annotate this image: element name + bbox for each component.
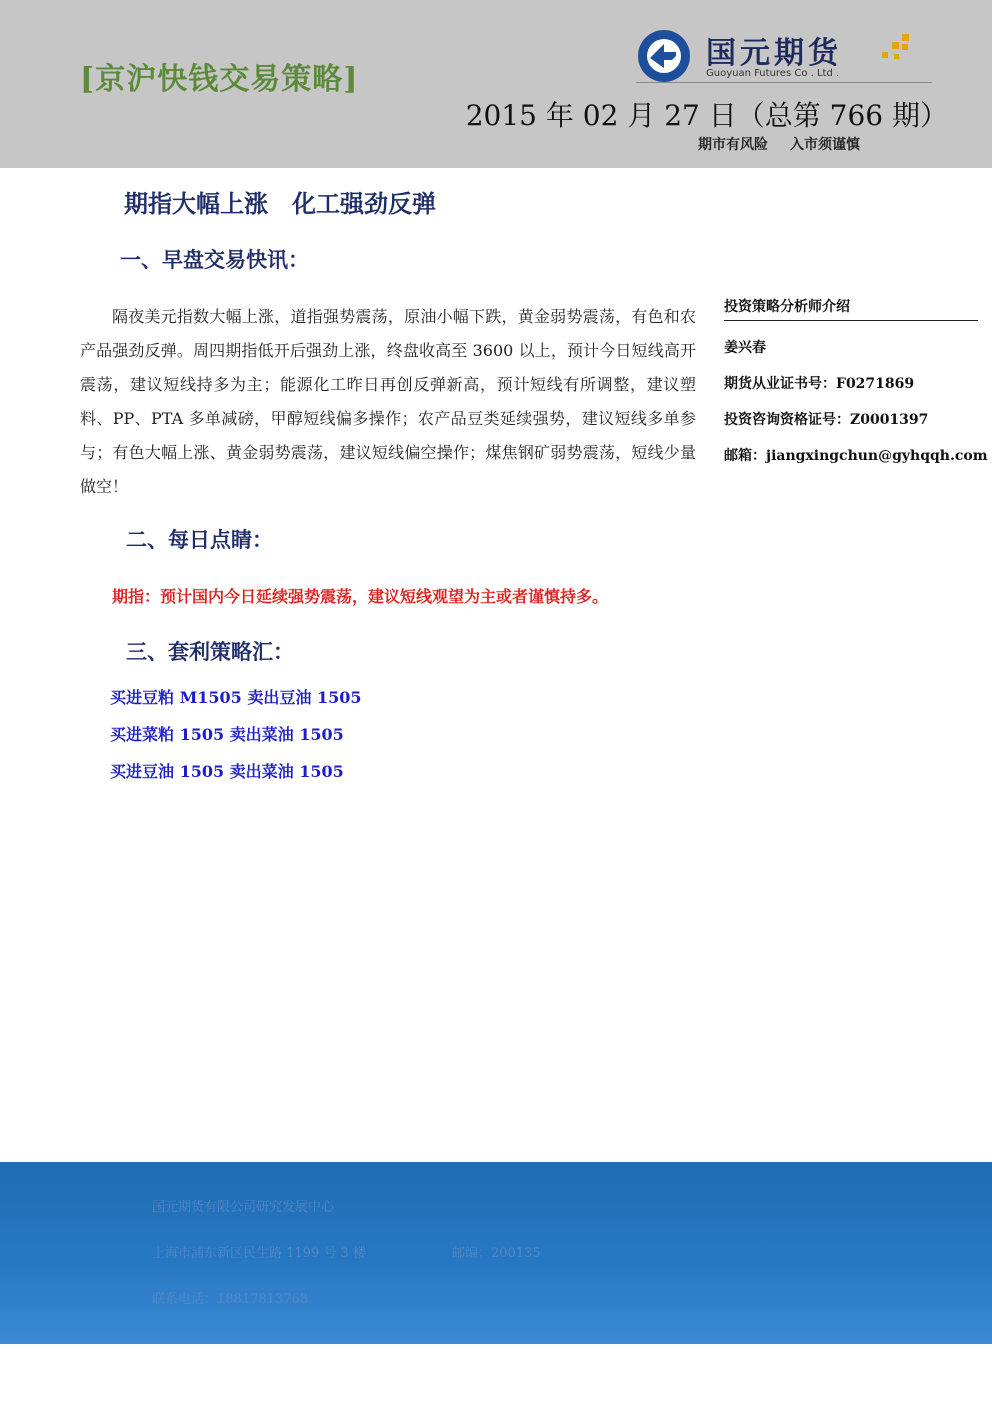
list-item: 买进菜粕 1505 卖出菜油 1505 bbox=[110, 725, 344, 744]
analyst-consult-cert: 投资咨询资格证号：Z0001397 bbox=[724, 412, 929, 428]
header-band bbox=[0, 0, 992, 168]
company-logo bbox=[636, 28, 936, 86]
daily-highlight: 期指：预计国内今日延续强势震荡，建议短线观望为主或者谨慎持多。 bbox=[112, 587, 609, 606]
risk-warning-2: 入市须谨慎 bbox=[790, 137, 860, 153]
footer-band bbox=[0, 1162, 992, 1344]
section-heading-morning: 一、早盘交易快讯： bbox=[120, 247, 309, 272]
logo-subtext: Guoyuan Futures Co . Ltd . bbox=[706, 68, 840, 79]
footer-phone: 联系电话：18817813768 bbox=[152, 1292, 308, 1307]
footer-zip: 邮编：200135 bbox=[452, 1246, 541, 1261]
analyst-name: 姜兴春 bbox=[724, 340, 766, 356]
analyst-futures-cert: 期货从业证书号：F0271869 bbox=[724, 376, 915, 392]
analyst-card bbox=[724, 296, 988, 465]
list-item: 买进豆油 1505 卖出菜油 1505 bbox=[110, 762, 344, 781]
logo-text: 国元期货 bbox=[706, 36, 842, 71]
footer-org: 国元期货有限公司研究发展中心 bbox=[152, 1200, 335, 1215]
footer-address: 上海市浦东新区民生路 1199 号 3 楼 bbox=[152, 1246, 366, 1261]
arbitrage-list bbox=[110, 686, 362, 797]
list-item: 买进豆粕 M1505 卖出豆油 1505 bbox=[110, 688, 362, 707]
header-divider bbox=[636, 82, 932, 83]
analyst-card-title: 投资策略分析师介绍 bbox=[724, 296, 978, 321]
issue-date: 2015 年 02 月 27 日（总第 766 期） bbox=[465, 99, 948, 132]
analyst-email[interactable]: 邮箱：jiangxingchun@gyhqqh.com bbox=[724, 448, 988, 464]
guoyuan-logo-icon bbox=[636, 28, 692, 84]
series-title: [京沪快钱交易策略] bbox=[80, 62, 359, 97]
report-headline: 期指大幅上涨 化工强劲反弹 bbox=[124, 189, 436, 218]
decorative-dots-icon bbox=[874, 32, 914, 66]
morning-brief-paragraph: 隔夜美元指数大幅上涨，道指强势震荡，原油小幅下跌，黄金弱势震荡，有色和农产品强劲反弹。周四期指低开后强劲上涨，终盘收高至 3600 以上，预计今日短线高开震荡，建议短线持多为主；能源化工昨日再创反弹新高，预计短线有所调整，建议塑料、PP、PTA 多单减磅，甲醇短线偏多操作；农产品豆类延续强势，建议短线多单参与；有色大幅上涨、黄金弱势震荡，建议短线偏空操作；煤焦钢矿弱势震荡，短线少量做空！ bbox=[80, 307, 696, 496]
risk-warning-1: 期市有风险 bbox=[698, 137, 768, 153]
section-heading-daily: 二、每日点睛： bbox=[126, 527, 273, 552]
section-heading-arbitrage: 三、套利策略汇： bbox=[126, 639, 294, 664]
risk-warning bbox=[698, 134, 882, 154]
